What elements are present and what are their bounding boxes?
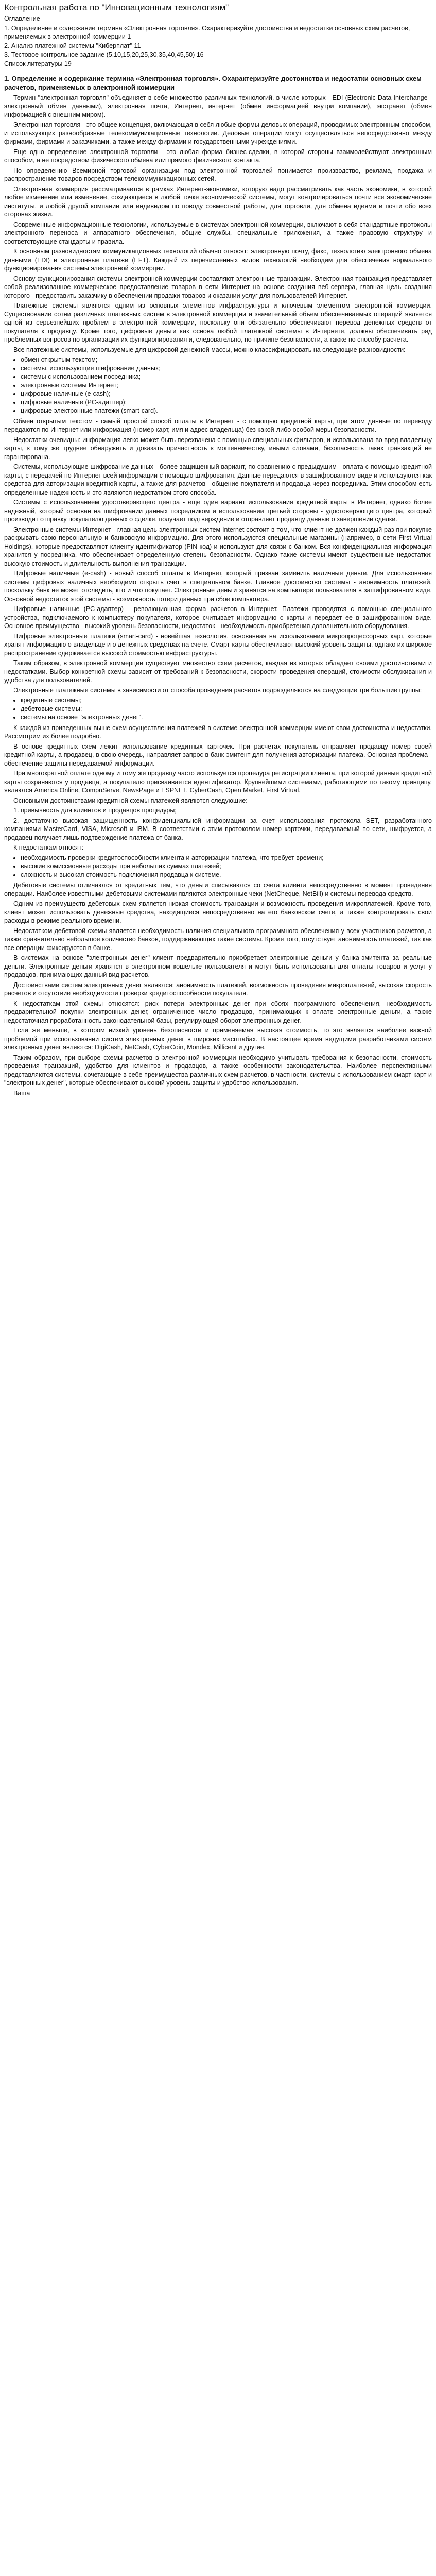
table-of-contents: [4, 24, 432, 69]
paragraph: При многократной оплате одному и тому же продавцу часто используется процедура регистрации клиента, при которой данные кредитной карты сохраняются у продавца, а покупателю присваивается идентификатор. Крупнейшими системами, работающими по такому принципу, являются America Online, CompuServe, NewsPage и ESPNET, CyberCash, Open Market, First Virtual.: [4, 770, 432, 794]
paragraph: Основу функционирования системы электронной коммерции составляют электронные транзакции. Электронная транзакция представляет собой реализованное коммерческое предоставление товаров в сети Интернет на основе создания веб-сервера, главная цель создания которого - предоставить заказчику в обеспечении продажи товаров и оказании услуг для пользователей Интернет.: [4, 275, 432, 299]
paragraph: Электронная торговля - это общее концепция, включающая в себя любые формы деловых операций, проводимых электронным способом, и использующих разнообразные телекоммуникационные технологии. Деловые операции могут осуществляться непосредственно между фирмами, фирмами и заказчиками, а также между фирмами и государственными учреждениями.: [4, 121, 432, 146]
paragraph: В основе кредитных схем лежит использование кредитных карточек. При расчетах покупатель отправляет продавцу номер своей кредитной карты, а продавец, в свою очередь, направляет запрос в банк-эмитент для получения авторизации платежа. Основная проблема - обеспечение защиты передаваемой информации.: [4, 742, 432, 767]
list-item: • сложность и высокая стоимость подключения продавца к системе.: [21, 871, 432, 879]
paragraph: Основными достоинствами кредитной схемы платежей являются следующие:: [13, 796, 248, 804]
paragraph: Еще одно определение электронной торговли - это любая форма бизнес-сделки, в которой стороны взаимодействуют электронным способом, а не посредством физического обмена или прямого физического контакта.: [4, 148, 432, 164]
paragraph: Цифровые электронные платежи (smart-card) - новейшая технология, основанная на использовании микропроцессорных карт, которые хранят информацию о владельце и о денежных средствах на счете. Смарт-карты обеспечивают высокий уровень защиты, однако их широкое распространение сдерживается высокой стоимостью инфраструктуры.: [4, 632, 432, 657]
paragraph: Достоинствами систем электронных денег являются: анонимность платежей, возможность проведения микроплатежей, высокая скорость расчетов и отсутствие необходимости проверки кредитоспособности покупателя.: [4, 981, 432, 997]
list-item: • цифровые наличные (PC-адаптер);: [21, 398, 432, 407]
list-item: • обмен открытым текстом;: [21, 355, 432, 364]
paragraph: Все платежные системы, используемые для цифровой денежной массы, можно классифицировать на следующие разновидности:: [13, 346, 406, 353]
bullet-list: [4, 696, 432, 722]
paragraph: Обмен открытым текстом - самый простой способ оплаты в Интернет - с помощью кредитной карты, при этом данные по переводу передаются по Интернет или информация (номер карт, имя и адрес владельца) без какой-либо особой меры безопасности.: [4, 417, 432, 434]
paragraph: Таким образом, при выборе схемы расчетов в электронной коммерции необходимо учитывать требования к безопасности, стоимость проведения транзакций, удобство для клиентов и продавцов, а также особенности законодательства. Наиболее перспективными представляются системы, сочетающие в себе преимущества различных схем расчетов, в частности, системы с использованием смарт-карт и "электронных денег", которые обеспечивают высокий уровень защиты и удобство использования.: [4, 1054, 432, 1087]
paragraph: 1. привычность для клиентов и продавцов процедуры;: [13, 807, 177, 815]
paragraph: Современные информационные технологии, используемые в системах электронной коммерции, включают в себя стандартные протоколы электронного переноса и аппаратного обеспечения, общие службы, специальные приложения, а также правовую структуру и соответствующие стандарты и правила.: [4, 221, 432, 245]
list-item: • системы с использованием посредника;: [21, 372, 432, 381]
paragraph: К недостаткам этой схемы относятся: риск потери электронных денег при сбоях программного обеспечения, необходимость предварительной покупки электронных денег, ограниченное число продавцов, принимающих к оплате электронные деньги, а также недостаточная проработанность законодательной базы, регулирующей оборот электронных денег.: [4, 999, 432, 1024]
paragraph: Электронные системы Интернет - главная цель электронных систем Internet состоит в том, что клиент не должен каждый раз при покупке раскрывать свою персональную и банковскую информацию. Для этого используются специальные магазины (например, в сети First Virtual Holdings), которые предоставляют клиенту идентификатор (PIN-код) и используют для связи с банком. Вся конфиденциальная информация хранится у посредника, что обеспечивает определенную степень безопасности. Однако такие системы имеют существенные недостатки: высокую стоимость и длительность выполнения транзакции.: [4, 526, 432, 567]
toc-item[interactable]: 2. Анализ платежной системы "Киберплат" 11: [4, 42, 141, 49]
paragraph: По определению Всемирной торговой организации под электронной торговлей понимается производство, реклама, продажа и распространение товаров посредством телекоммуникационных сетей.: [4, 166, 432, 183]
paragraph: К основным разновидностям коммуникационных технологий обычно относят: электронную почту, факс, технологию электронного обмена данными (EDI) и электронные платежи (EFT). Каждый из перечисленных видов технологий необходим для обеспечения нормального функционирования системы электронной коммерции.: [4, 248, 432, 273]
toc-item[interactable]: 3. Тестовое контрольное задание (5,10,15,20,25,30,35,40,45,50) 16: [4, 51, 204, 59]
paragraph: Платежные системы являются одним из основных элементов инфраструктуры и ключевым элементом электронной коммерции. Существование сотни различных платежных систем в электронной коммерции и значительный объем обеспечиваемых операций является одной из серьезнейших проблем в электронной коммерции, поскольку они обязательно обеспечивают перевод денежных средств от покупателя к продавцу. Кроме того, цифровые деньги как основа любой платежной системы в Интернете, должны обеспечивать ряд проблемных вопросов по организации их функционирования и, следовательно, по причине безопасности, а также по способу расчета.: [4, 302, 432, 344]
list-item: • цифровые электронные платежи (smart-card).: [21, 406, 432, 415]
document-body: [4, 94, 432, 1088]
list-item: • цифровые наличные (e-cash);: [21, 389, 432, 398]
bullet-list: [4, 854, 432, 879]
list-item: • высокие комиссионные расходы при небольших суммах платежей;: [21, 862, 432, 871]
paragraph: Недостатком дебетовой схемы является необходимость наличия специального программного обеспечения у всех участников расчетов, а также сравнительно небольшое количество банков, поддерживающих такие системы. Кроме того, отсутствует анонимность платежей, так как все операции фиксируются в банке.: [4, 927, 432, 952]
paragraph: Системы с использованием удостоверяющего центра - еще один вариант использования кредитной карты в Интернет, однако более надежный, который основан на шифровании данных посредником и использовании третьей стороны - удостоверяющего центра, который производит отправку покупателю данных о сделке, получает подтверждение и отправляет продавцу данные о завершении сделки.: [4, 499, 432, 523]
toc-item[interactable]: 1. Определение и содержание термина «Электронная торговля». Охарактеризуйте достоинства и недостатки основных схем расчетов, применяемых в электронной коммерции 1: [4, 24, 410, 41]
list-item: • системы на основе "электронных денег".: [21, 713, 432, 722]
footer-text: Ваша: [13, 1089, 30, 1097]
paragraph: Если же меньше, в котором низкий уровень безопасности и применяемая высокая стоимость, то это является наиболее важной проблемой при использовании систем электронных денег в широких масштабах. В настоящее время ведущими разработчиками систем электронных денег являются: DigiCash, NetCash, CyberCoin, Mondex, Millicent и другие.: [4, 1027, 432, 1052]
list-item: • необходимость проверки кредитоспособности клиента и авторизации платежа, что требует времени;: [21, 854, 432, 862]
paragraph: Одним из преимуществ дебетовых схем является низкая стоимость транзакции и возможность проведения микроплатежей. Кроме того, клиент может использовать денежные средства, находящиеся непосредственно на его банковском счете, а также контролировать свои расходы в режиме реального времени.: [4, 900, 432, 925]
document-title: Контрольная работа по "Инновационным технологиям": [4, 3, 229, 12]
list-item: • кредитные системы;: [21, 696, 432, 705]
list-item: • электронные системы Интернет;: [21, 381, 432, 390]
paragraph: Таким образом, в электронной коммерции существует множество схем расчетов, каждая из которых обладает своими достоинствами и недостатками. Выбор конкретной схемы зависит от требований к безопасности, скорости проведения операций, стоимости обслуживания и удобства для пользователей.: [4, 659, 432, 684]
paragraph: Дебетовые системы отличаются от кредитных тем, что деньги списываются со счета клиента непосредственно в момент проведения операции. Наиболее известными дебетовыми системами являются электронные чеки (NetCheque, NetBill) и системы перевода средств.: [4, 882, 432, 897]
paragraph: В системах на основе "электронных денег" клиент предварительно приобретает электронные деньги у банка-эмитента за реальные деньги. Электронные деньги хранятся в электронном кошельке пользователя и могут быть использованы для оплаты товаров и услуг у продавцов, принимающих данный вид расчетов.: [4, 954, 432, 979]
paragraph: Цифровые наличные (e-cash) - новый способ оплаты в Интернет, который призван заменить наличные деньги. Для использования системы цифровых наличных необходимо открыть счет в специальном банке. Главное достоинство системы - анонимность платежей, поскольку банк не может отследить, кто и что покупает. Электронные деньги хранятся на компьютере пользователя в зашифрованном виде. Основной недостаток этой системы - возможность потери данных при сбое компьютера.: [4, 570, 432, 603]
section-heading: 1. Определение и содержание термина «Электронная торговля». Охарактеризуйте достоинства и недостатки основных схем расчетов, применяемых в электронной коммерции: [4, 75, 422, 91]
paragraph: Цифровые наличные (PC-адаптер) - революционная форма расчетов в Интернет. Платежи проводятся с помощью специального устройства, подключаемого к компьютеру покупателя, которое считывает информацию с карты и передает ее в зашифрованном виде. Основное преимущество - высокий уровень безопасности, недостаток - необходимость приобретения дополнительного оборудования.: [4, 605, 432, 630]
document-page: [0, 0, 436, 1104]
paragraph: К недостаткам относят:: [13, 844, 84, 852]
bullet-list: [4, 355, 432, 415]
paragraph: Электронные платежные системы в зависимости от способа проведения расчетов подразделяются на следующие три большие группы:: [13, 686, 422, 694]
list-item: • системы, использующие шифрование данных;: [21, 364, 432, 373]
toc-item[interactable]: Список литературы 19: [4, 60, 72, 67]
paragraph: 2. достаточно высокая защищенность конфиденциальной информации за счет использования протокола SET, разработанного компаниями MasterCard, VISA, Microsoft и IBM. В соответствии с этим протоколом номер карточки, передаваемый по сети, шифруется, а продавец получает лишь подтверждение платежа от банка.: [4, 817, 432, 841]
paragraph: Электронная коммерция рассматривается в рамках Интернет-экономики, которую надо рассматривать как часть экономики, в которой любое изменение или изменение, создающиеся в любой точке экономической системы, могут контролироваться почти все экономические институты, и любой другой компании или индивидом по поводу совместной работы, для торговли, для обмена идеями и почти обо всех сторонах жизни.: [4, 185, 432, 218]
list-item: • дебетовые системы;: [21, 705, 432, 714]
paragraph: Недостатки очевидны: информация легко может быть перехвачена с помощью специальных фильтров, и использована во вред владельцу карты, к тому же труднее обнаружить и доказать причастность к мошенничеству, иными словами, безопасность таких транзакций не гарантирована.: [4, 436, 432, 461]
toc-heading: Оглавление: [4, 15, 40, 23]
paragraph: Термин "электронная торговля" объединяет в себе множество различных технологий, в числе которых - EDI (Electronic Data Interchange - электронный обмен данными), электронная почта, Интернет, интернет (обмен информацией внутри компании), экстранет (обмен информацией с внешним миром).: [4, 94, 432, 118]
paragraph: К каждой из приведенных выше схем осуществления платежей в системе электронной коммерции имеют свои достоинства и недостатки. Рассмотрим их более подробно.: [4, 724, 432, 740]
paragraph: Системы, использующие шифрование данных - более защищенный вариант, по сравнению с предыдущим - оплата с помощью кредитной карты, с передачей по Интернет всей информации с помощью шифрования. Данные передаются в зашифрованном виде и используются как средства для авторизации кредитной карты, а также для расчетов - общение покупателя и продавца через посредника. Этим способом есть определенные надежность и это являются недостатком этого способа.: [4, 463, 432, 496]
